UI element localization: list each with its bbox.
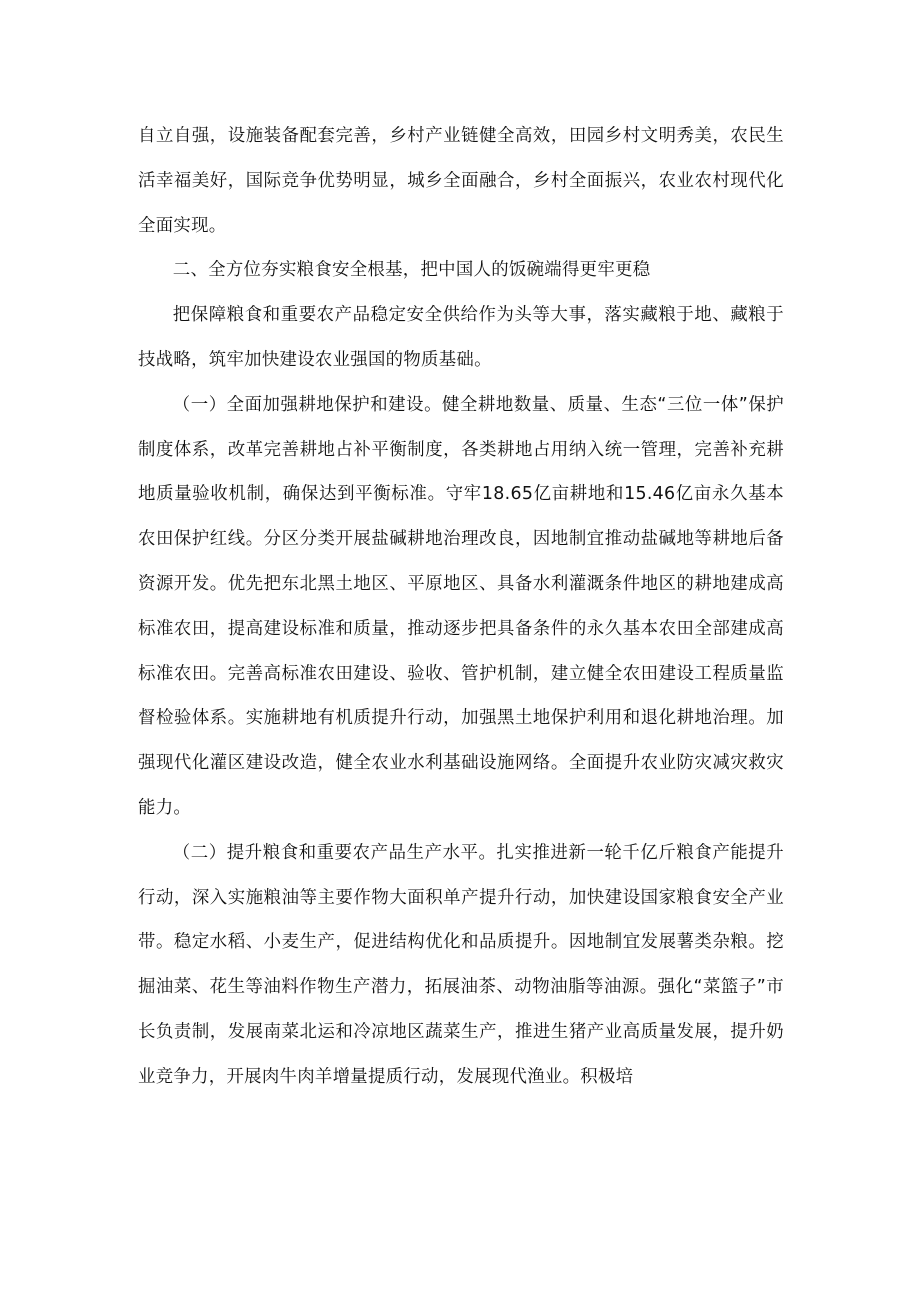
paragraph-food-supply: 把保障粮食和重要农产品稳定安全供给作为头等大事，落实藏粮于地、藏粮于技战略，筑牢加快建设农业强国的物质基础。 [138,305,784,370]
paragraph-farmland-protection: （一）全面加强耕地保护和建设。健全耕地数量、质量、生态“三位一体”保护制度体系，改革完善耕地占补平衡制度，各类耕地占用纳入统一管理，完善补充耕地质量验收机制，确保达到平衡标准。守牢18.65亿亩耕地和15.46亿亩永久基本农田保护红线。分区分类开展盐碱耕地治理改良，因地制宜推动盐碱地等耕地后备资源开发。优先把东北黑土地区、平原地区、具备水利灌溉条件地区的耕地建成高标准农田，提高建设标准和质量，推动逐步把具备条件的永久基本农田全部建成高标准农田。完善高标准农田建设、验收、管护机制，建立健全农田建设工程质量监督检验体系。实施耕地有机质提升行动，加强黑土地保护利用和退化耕地治理。加强现代化灌区建设改造，健全农业水利基础设施网络。全面提升农业防灾减灾救灾能力。 [138,394,784,818]
paragraph-grain-production: （二）提升粮食和重要农产品生产水平。扎实推进新一轮千亿斤粮食产能提升行动，深入实施粮油等主要作物大面积单产提升行动，加快建设国家粮食安全产业带。稳定水稻、小麦生产，促进结构优化和品质提升。因地制宜发展薯类杂粮。挖掘油菜、花生等油料作物生产潜力，拓展油茶、动物油脂等油源。强化“菜篮子”市长负责制，发展南菜北运和冷凉地区蔬菜生产，推进生猪产业高质量发展，提升奶业竞争力，开展肉牛肉羊增量提质行动，发展现代渔业。积极培 [138,842,784,1087]
document-body [138,114,784,1100]
section-heading: 二、全方位夯实粮食安全根基，把中国人的饭碗端得更牢更稳 [172,260,651,281]
paragraph-continuation: 自立自强，设施装备配套完善，乡村产业链健全高效，田园乡村文明秀美，农民生活幸福美好，国际竞争优势明显，城乡全面融合，乡村全面振兴，农业农村现代化全面实现。 [138,126,784,236]
